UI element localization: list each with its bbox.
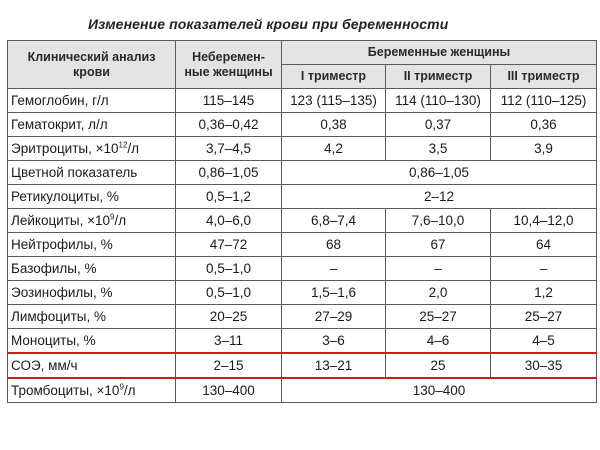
blood-values-table <box>7 40 597 403</box>
trimester-2-value: – <box>386 257 491 281</box>
trimester-3-value: – <box>491 257 597 281</box>
non-pregnant-value: 0,86–1,05 <box>176 161 282 185</box>
trimester-3-value: 10,4–12,0 <box>491 209 597 233</box>
non-pregnant-value: 130–400 <box>176 378 282 403</box>
row-label: Эозинофилы, % <box>8 281 176 305</box>
table-row-color-index <box>8 161 597 185</box>
non-pregnant-value: 0,5–1,2 <box>176 185 282 209</box>
trimester-1-value: 3–6 <box>282 329 386 354</box>
table-row-lymphocytes <box>8 305 597 329</box>
row-label: Нейтрофилы, % <box>8 233 176 257</box>
pregnant-merged-value: 0,86–1,05 <box>282 161 597 185</box>
trimester-1-value: 0,38 <box>282 113 386 137</box>
header-parameter: Клинический анализ крови <box>8 41 176 89</box>
trimester-2-value: 114 (110–130) <box>386 89 491 113</box>
non-pregnant-value: 20–25 <box>176 305 282 329</box>
table-row-neutrophils <box>8 233 597 257</box>
non-pregnant-value: 47–72 <box>176 233 282 257</box>
non-pregnant-value: 115–145 <box>176 89 282 113</box>
non-pregnant-value: 0,36–0,42 <box>176 113 282 137</box>
non-pregnant-value: 0,5–1,0 <box>176 281 282 305</box>
trimester-3-value: 3,9 <box>491 137 597 161</box>
row-label: СОЭ, мм/ч <box>8 353 176 378</box>
trimester-1-value: 4,2 <box>282 137 386 161</box>
trimester-3-value: 64 <box>491 233 597 257</box>
trimester-1-value: 13–21 <box>282 353 386 378</box>
table-row-esr-highlighted <box>8 353 597 378</box>
header-non-pregnant: Неберемен- ные женщины <box>176 41 282 89</box>
row-label: Гемоглобин, г/л <box>8 89 176 113</box>
trimester-1-value: – <box>282 257 386 281</box>
table-row-basophils <box>8 257 597 281</box>
row-label: Базофилы, % <box>8 257 176 281</box>
trimester-3-value: 1,2 <box>491 281 597 305</box>
row-label: Тромбоциты, $\times 10^9/л$ <box>8 378 176 403</box>
row-label: Цветной показатель <box>8 161 176 185</box>
pregnant-merged-value: 2–12 <box>282 185 597 209</box>
trimester-1-value: 123 (115–135) <box>282 89 386 113</box>
trimester-1-value: 1,5–1,6 <box>282 281 386 305</box>
table-row-hematocrit <box>8 113 597 137</box>
trimester-3-value: 0,36 <box>491 113 597 137</box>
trimester-2-value: 2,0 <box>386 281 491 305</box>
table-row-eosinophils <box>8 281 597 305</box>
trimester-3-value: 4–5 <box>491 329 597 354</box>
trimester-2-value: 25 <box>386 353 491 378</box>
pregnant-merged-value: 130–400 <box>282 378 597 403</box>
trimester-3-value: 112 (110–125) <box>491 89 597 113</box>
row-label: Гематокрит, л/л <box>8 113 176 137</box>
trimester-3-value: 30–35 <box>491 353 597 378</box>
table-title: Изменение показателей крови при беременности <box>88 16 449 32</box>
table-row-platelets <box>8 378 597 403</box>
table-row-reticulocytes <box>8 185 597 209</box>
header-trimester-1: I триместр <box>282 65 386 89</box>
header-pregnant-women: Беременные женщины <box>282 41 597 65</box>
non-pregnant-value: 3,7–4,5 <box>176 137 282 161</box>
table-row-erythrocytes <box>8 137 597 161</box>
row-label: Ретикулоциты, % <box>8 185 176 209</box>
trimester-3-value: 25–27 <box>491 305 597 329</box>
non-pregnant-value: 4,0–6,0 <box>176 209 282 233</box>
table-row-leukocytes <box>8 209 597 233</box>
trimester-1-value: 27–29 <box>282 305 386 329</box>
trimester-2-value: 4–6 <box>386 329 491 354</box>
trimester-2-value: 0,37 <box>386 113 491 137</box>
row-label: Лейкоциты, $\times 10^9/л$ <box>8 209 176 233</box>
row-label: Эритроциты, $\times 10^{12}/л$ <box>8 137 176 161</box>
trimester-1-value: 68 <box>282 233 386 257</box>
trimester-2-value: 7,6–10,0 <box>386 209 491 233</box>
trimester-2-value: 67 <box>386 233 491 257</box>
header-trimester-3: III триместр <box>491 65 597 89</box>
table-row-hemoglobin <box>8 89 597 113</box>
table-row-monocytes <box>8 329 597 354</box>
trimester-1-value: 6,8–7,4 <box>282 209 386 233</box>
row-label: Моноциты, % <box>8 329 176 354</box>
header-trimester-2: II триместр <box>386 65 491 89</box>
non-pregnant-value: 2–15 <box>176 353 282 378</box>
non-pregnant-value: 0,5–1,0 <box>176 257 282 281</box>
trimester-2-value: 25–27 <box>386 305 491 329</box>
row-label: Лимфоциты, % <box>8 305 176 329</box>
non-pregnant-value: 3–11 <box>176 329 282 354</box>
trimester-2-value: 3,5 <box>386 137 491 161</box>
